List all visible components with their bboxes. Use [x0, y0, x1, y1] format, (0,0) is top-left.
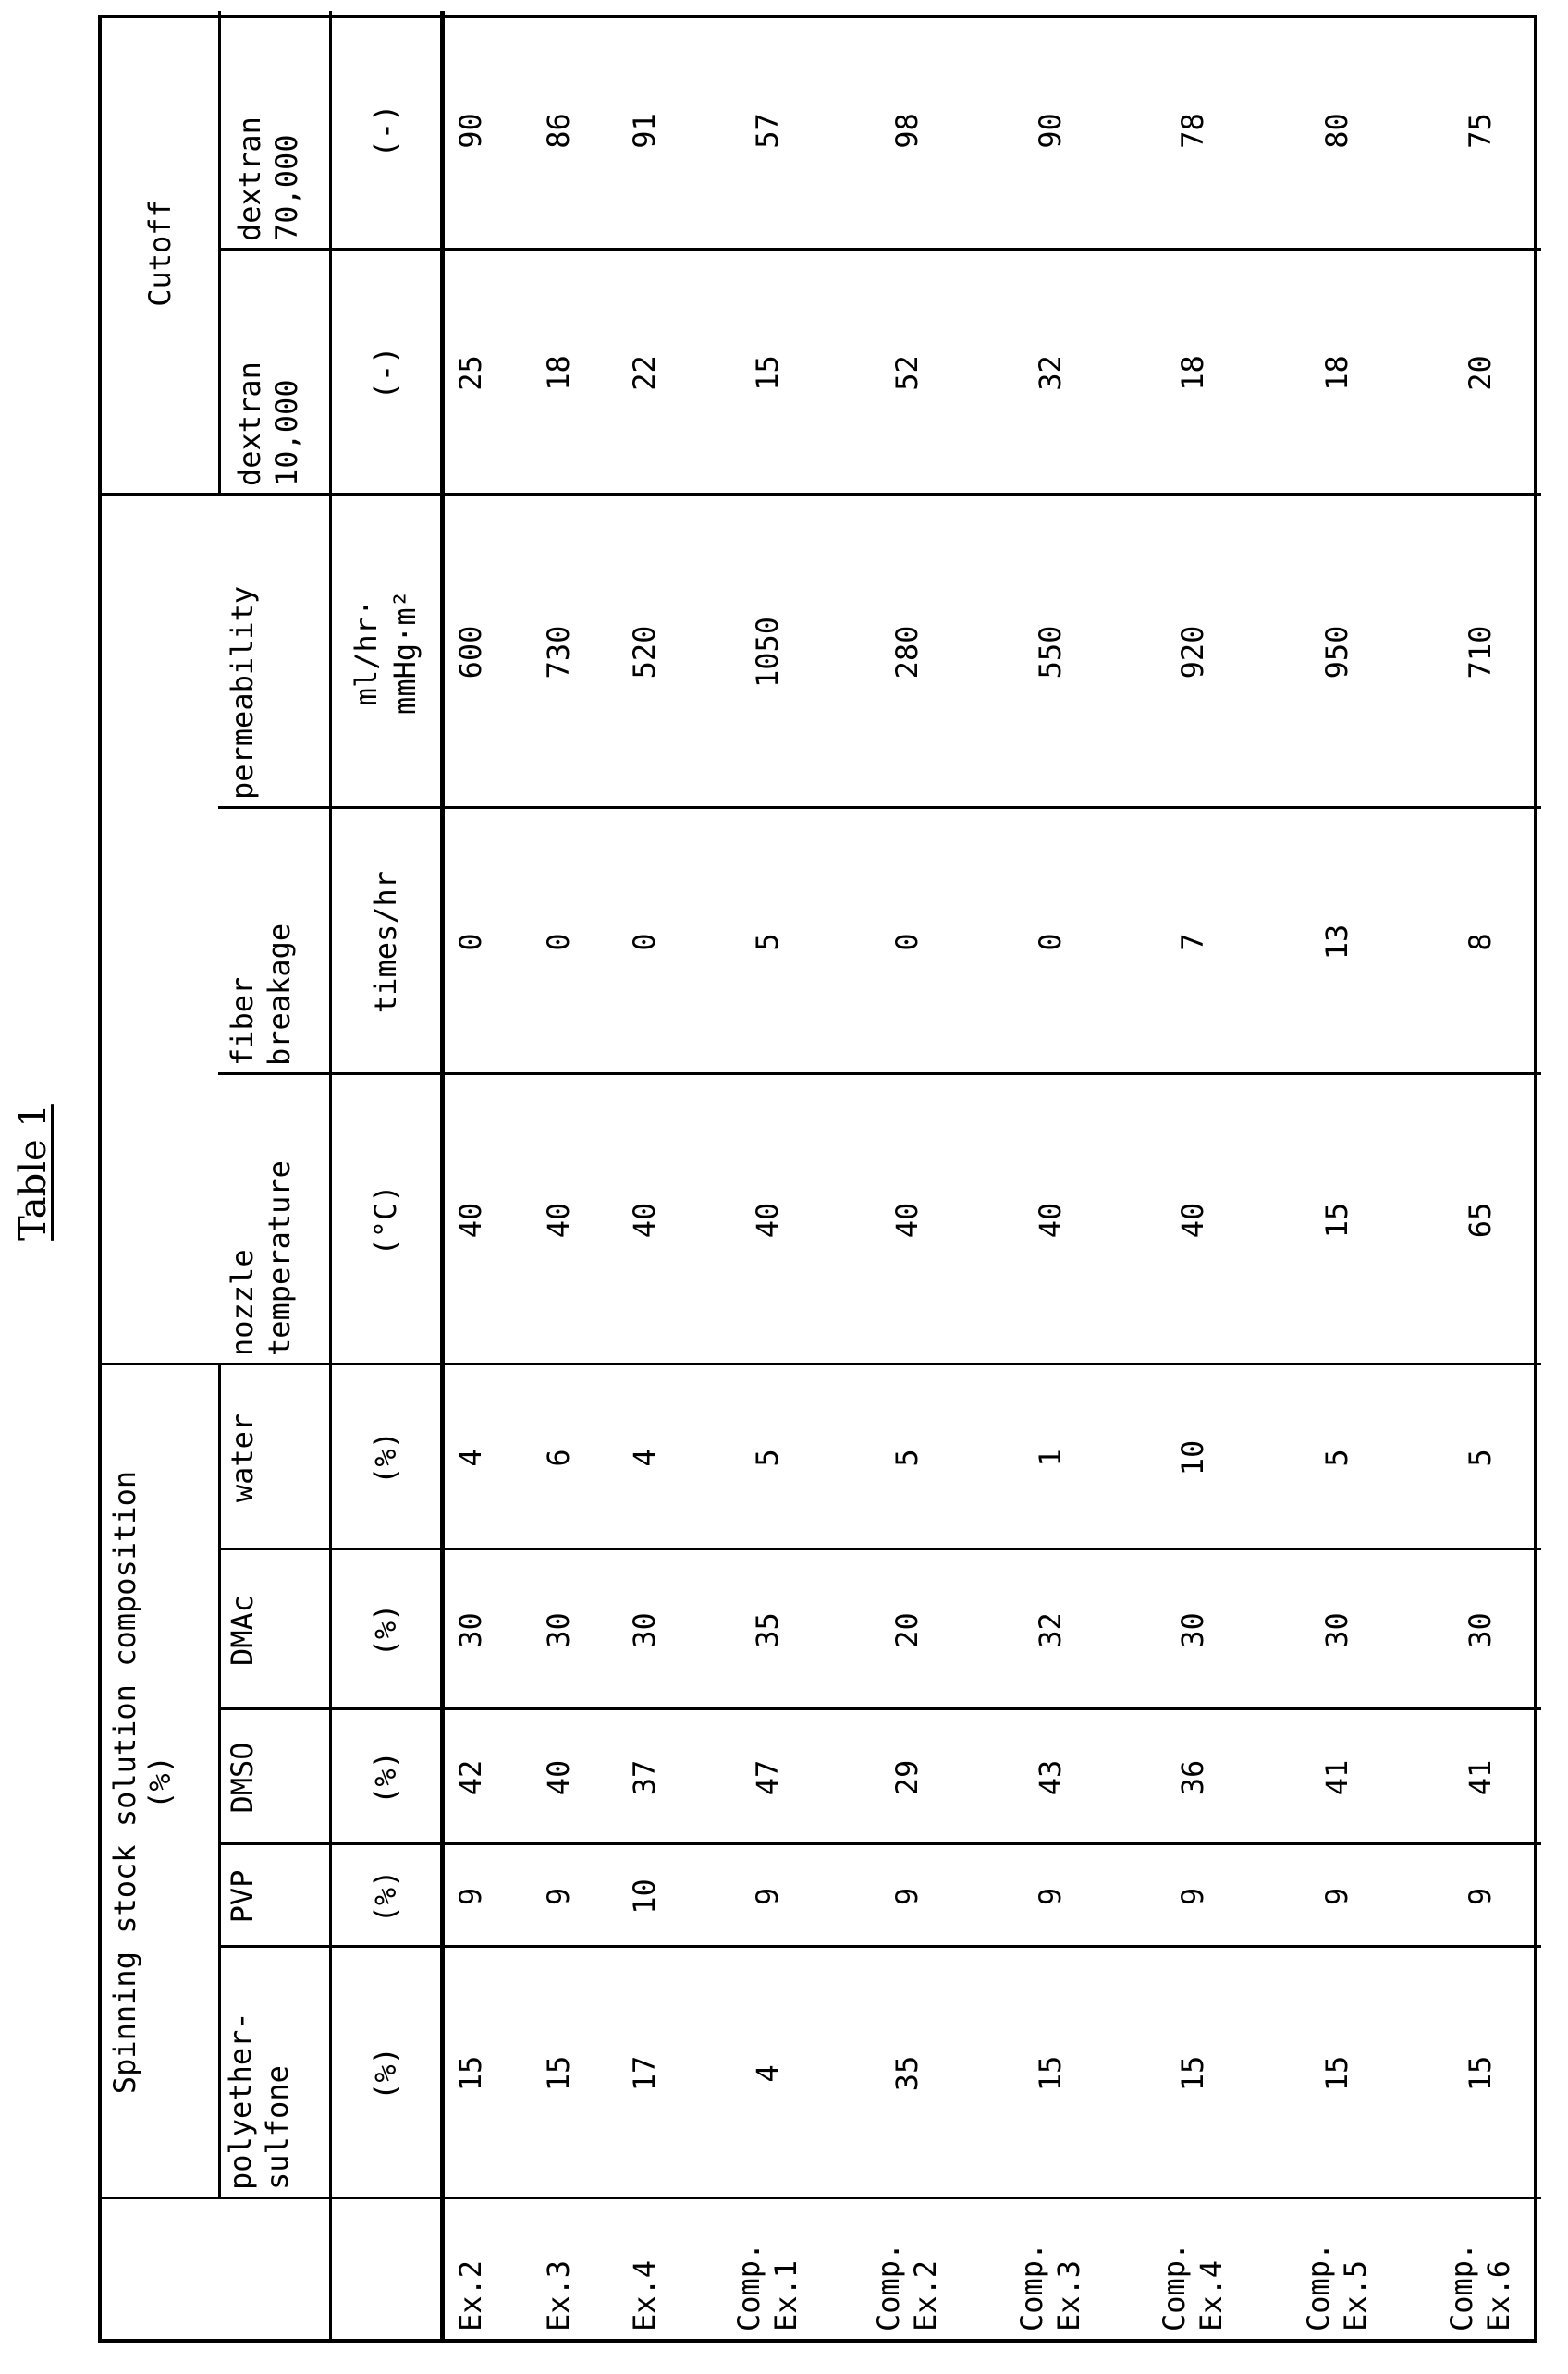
table-cell-dextran_70000: 91: [627, 113, 662, 149]
column-header-pvp: PVP: [225, 1869, 260, 1924]
row-label: Ex.4: [627, 2259, 662, 2331]
table-cell-pvp: 10: [627, 1878, 662, 1915]
table-cell-pvp: 9: [889, 1887, 925, 1906]
row-label: Ex.2: [453, 2259, 488, 2331]
table-cell-fiber_breakage: 13: [1319, 924, 1354, 961]
table-cell-water: 6: [541, 1449, 576, 1467]
table-cell-nozzle_temperature: 40: [453, 1202, 488, 1239]
table-cell-dmac: 30: [627, 1612, 662, 1648]
table-cell-dmac: 30: [1463, 1612, 1498, 1648]
table-cell-permeability: 600: [453, 625, 488, 679]
column-header-dextran_10000: dextran 10,000: [232, 361, 304, 486]
row-label: Comp. Ex.2: [871, 2242, 943, 2331]
divider-line: [442, 1945, 1541, 1948]
table-cell-nozzle_temperature: 40: [627, 1202, 662, 1239]
table-cell-polyethersulfone: 15: [1175, 2055, 1210, 2092]
table-cell-water: 5: [1319, 1449, 1354, 1467]
column-unit-pvp: (%): [368, 1869, 403, 1924]
divider-line: [442, 806, 1541, 809]
divider-line: [442, 1548, 1541, 1550]
table-cell-water: 4: [627, 1449, 662, 1467]
table-cell-dmso: 41: [1463, 1759, 1498, 1796]
column-unit-dextran_10000: (-): [368, 346, 403, 400]
column-header-dmac: DMAc: [225, 1594, 260, 1667]
row-label: Comp. Ex.4: [1157, 2242, 1229, 2331]
table-cell-dextran_70000: 90: [453, 113, 488, 149]
divider-line: [442, 1842, 1541, 1845]
table-cell-water: 10: [1175, 1439, 1210, 1476]
table-cell-permeability: 550: [1033, 625, 1068, 679]
column-header-nozzle_temperature: nozzle temperature: [225, 1160, 297, 1356]
table-cell-dextran_10000: 25: [453, 355, 488, 391]
table-cell-dmac: 20: [889, 1612, 925, 1648]
table-cell-dextran_10000: 32: [1033, 355, 1068, 391]
column-unit-dextran_70000: (-): [368, 104, 403, 158]
header-group-cutoff: Cutoff: [142, 200, 178, 307]
divider-line: [442, 1707, 1541, 1710]
row-label: Comp. Ex.5: [1301, 2242, 1373, 2331]
column-unit-dmso: (%): [368, 1751, 403, 1805]
table-cell-polyethersulfone: 35: [889, 2055, 925, 2092]
table-cell-dextran_70000: 86: [541, 113, 576, 149]
table-cell-permeability: 520: [627, 625, 662, 679]
table-cell-polyethersulfone: 15: [453, 2055, 488, 2092]
table-cell-nozzle_temperature: 40: [889, 1202, 925, 1239]
table-cell-pvp: 9: [541, 1887, 576, 1906]
table-cell-fiber_breakage: 0: [627, 933, 662, 951]
table-cell-polyethersulfone: 17: [627, 2055, 662, 2092]
table-cell-nozzle_temperature: 40: [541, 1202, 576, 1239]
table-cell-dextran_10000: 18: [1175, 355, 1210, 391]
table-cell-nozzle_temperature: 65: [1463, 1202, 1498, 1239]
table-cell-dextran_10000: 20: [1463, 355, 1498, 391]
table-cell-dmac: 35: [750, 1612, 785, 1648]
table-cell-pvp: 9: [1175, 1887, 1210, 1906]
table-cell-pvp: 9: [1319, 1887, 1354, 1906]
table-cell-dmso: 43: [1033, 1759, 1068, 1796]
table-cell-water: 5: [1463, 1449, 1498, 1467]
table-cell-water: 1: [1033, 1449, 1068, 1467]
table-cell-dextran_70000: 80: [1319, 113, 1354, 149]
column-header-polyethersulfone: polyether- sulfone: [223, 2012, 295, 2190]
table-cell-pvp: 9: [1463, 1887, 1498, 1906]
table-cell-permeability: 710: [1463, 625, 1498, 679]
table-cell-water: 5: [750, 1449, 785, 1467]
table-cell-dextran_70000: 75: [1463, 113, 1498, 149]
table-cell-polyethersulfone: 15: [541, 2055, 576, 2092]
table-cell-permeability: 280: [889, 625, 925, 679]
table-cell-dmac: 30: [541, 1612, 576, 1648]
table-cell-polyethersulfone: 15: [1463, 2055, 1498, 2092]
table-cell-pvp: 9: [1033, 1887, 1068, 1906]
column-unit-water: (%): [368, 1431, 403, 1485]
table-cell-dextran_70000: 57: [750, 113, 785, 149]
column-unit-dmac: (%): [368, 1603, 403, 1658]
table-cell-nozzle_temperature: 40: [1033, 1202, 1068, 1239]
table-cell-fiber_breakage: 0: [1033, 933, 1068, 951]
table-cell-water: 5: [889, 1449, 925, 1467]
table-cell-permeability: 920: [1175, 625, 1210, 679]
row-label: Comp. Ex.3: [1014, 2242, 1086, 2331]
table-cell-dmac: 30: [453, 1612, 488, 1648]
table-cell-dextran_70000: 90: [1033, 113, 1068, 149]
table-cell-dextran_70000: 98: [889, 113, 925, 149]
column-header-fiber_breakage: fiber breakage: [225, 923, 297, 1066]
data-table: [98, 15, 1537, 2343]
table-cell-nozzle_temperature: 40: [750, 1202, 785, 1239]
table-cell-permeability: 730: [541, 625, 576, 679]
column-unit-polyethersulfone: (%): [368, 2047, 403, 2100]
row-label: Ex.3: [541, 2259, 576, 2331]
header-group-composition: Spinning stock solution composition (%): [107, 1470, 178, 2095]
table-cell-dmso: 37: [627, 1759, 662, 1796]
divider-line: [442, 248, 1541, 251]
table-cell-dextran_10000: 22: [627, 355, 662, 391]
column-header-dextran_70000: dextran 70,000: [232, 116, 304, 241]
table-cell-dextran_10000: 18: [1319, 355, 1354, 391]
table-cell-polyethersulfone: 4: [750, 2064, 785, 2083]
table-cell-fiber_breakage: 7: [1175, 933, 1210, 951]
row-label: Comp. Ex.6: [1444, 2242, 1516, 2331]
table-cell-dextran_70000: 78: [1175, 113, 1210, 149]
divider-line: [442, 1072, 1541, 1075]
column-header-dmso: DMSO: [225, 1742, 260, 1814]
table-cell-dextran_10000: 15: [750, 355, 785, 391]
table-cell-fiber_breakage: 5: [750, 933, 785, 951]
table-cell-dextran_10000: 18: [541, 355, 576, 391]
table-cell-nozzle_temperature: 40: [1175, 1202, 1210, 1239]
table-cell-fiber_breakage: 0: [453, 933, 488, 951]
table-cell-fiber_breakage: 0: [889, 933, 925, 951]
table-cell-dextran_10000: 52: [889, 355, 925, 391]
table-cell-pvp: 9: [750, 1887, 785, 1906]
table-cell-permeability: 950: [1319, 625, 1354, 679]
table-cell-dmso: 42: [453, 1759, 488, 1796]
column-unit-nozzle_temperature: (°C): [368, 1184, 403, 1256]
table-cell-polyethersulfone: 15: [1319, 2055, 1354, 2092]
table-cell-dmac: 30: [1319, 1612, 1354, 1648]
column-header-permeability: permeability: [225, 585, 260, 800]
table-cell-dmso: 29: [889, 1759, 925, 1796]
table-cell-dmso: 41: [1319, 1759, 1354, 1796]
table-cell-dmso: 36: [1175, 1759, 1210, 1796]
table-cell-nozzle_temperature: 15: [1319, 1202, 1354, 1239]
table-cell-dmac: 30: [1175, 1612, 1210, 1648]
table-cell-dmso: 47: [750, 1759, 785, 1796]
table-cell-permeability: 1050: [750, 616, 785, 689]
table-cell-dmso: 40: [541, 1759, 576, 1796]
table-cell-water: 4: [453, 1449, 488, 1467]
table-title: Table 1: [12, 1104, 55, 1241]
table-cell-fiber_breakage: 8: [1463, 933, 1498, 951]
table-cell-polyethersulfone: 15: [1033, 2055, 1068, 2092]
column-header-water: water: [225, 1413, 260, 1503]
column-unit-permeability: ml/hr· mmHg·m²: [349, 590, 423, 715]
row-label: Comp. Ex.1: [731, 2242, 803, 2331]
table-cell-fiber_breakage: 0: [541, 933, 576, 951]
column-unit-fiber_breakage: times/hr: [368, 870, 403, 1014]
table-cell-dmac: 32: [1033, 1612, 1068, 1648]
table-cell-pvp: 9: [453, 1887, 488, 1906]
